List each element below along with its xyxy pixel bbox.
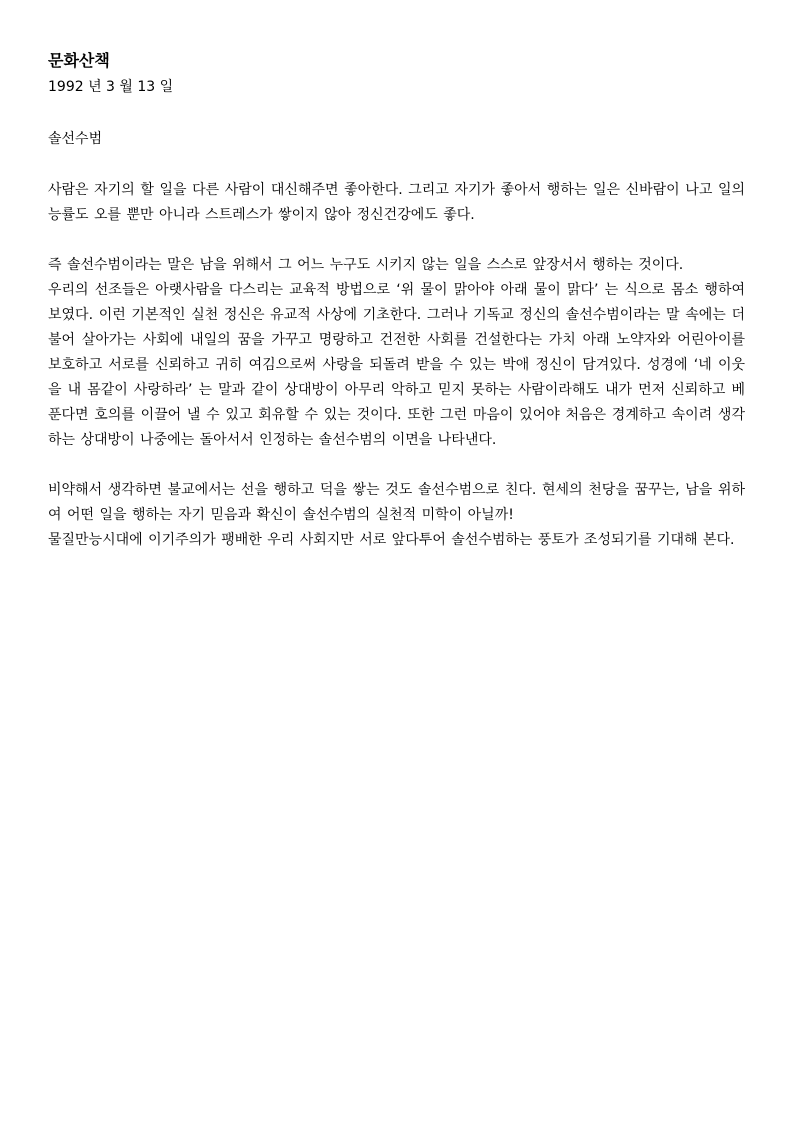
- article-title: 솔선수범: [48, 131, 103, 147]
- paragraph-4: 비약해서 생각하면 불교에서는 선을 행하고 덕을 쌓는 것도 솔선수범으로 친다. 현세의 천당을 꿈꾸는, 남을 위하여 어떤 일을 행하는 자기 믿음과 확신이 솔선수범의 실천적 미학이 아닐까!: [48, 482, 745, 523]
- document-page: [48, 48, 745, 553]
- paragraph-3: 우리의 선조들은 아랫사람을 다스리는 교육적 방법으로 ‘위 물이 맑아야 아래 물이 맑다’ 는 식으로 몸소 행하여 보였다. 이런 기본적인 실천 정신은 유교적 사상에 기초한다. 그러나 기독교 정신의 솔선수범이라는 말 속에는 더불어 살아가는 사회에 내일의 꿈을 가꾸고 명랑하고 건전한 사회를 건설한다는 가치 아래 노약자와 어린아이를 보호하고 서로를 신뢰하고 귀히 여김으로써 사랑을 되돌려 받을 수 있는 박애 정신이 담겨있다. 성경에 ‘네 이웃을 내 몸같이 사랑하라’ 는 말과 같이 상대방이 아무리 악하고 믿지 못하는 사람이라해도 내가 먼저 신뢰하고 베푼다면 호의를 이끌어 낼 수 있고 회유할 수 있는 것이다. 또한 그런 마음이 있어야 처음은 경계하고 속이려 생각하는 상대방이 나중에는 돌아서서 인정하는 솔선수범의 이면을 나타낸다.: [48, 282, 745, 448]
- paragraph-1: 사람은 자기의 할 일을 다른 사람이 대신해주면 좋아한다. 그리고 자기가 좋아서 행하는 일은 신바람이 나고 일의 능률도 오를 뿐만 아니라 스트레스가 쌓이지 않아 정신건강에도 좋다.: [48, 182, 745, 223]
- spacer: [48, 228, 745, 253]
- paragraph-2: 즉 솔선수범이라는 말은 남을 위해서 그 어느 누구도 시키지 않는 일을 스스로 앞장서서 행하는 것이다.: [48, 257, 684, 273]
- spacer: [48, 453, 745, 478]
- paragraph-5: 물질만능시대에 이기주의가 팽배한 우리 사회지만 서로 앞다투어 솔선수범하는 풍토가 조성되기를 기대해 본다.: [48, 532, 735, 548]
- spacer: [48, 152, 745, 178]
- document-date: 1992 년 3 월 13 일: [48, 79, 174, 95]
- document-title: 문화산책: [48, 51, 110, 70]
